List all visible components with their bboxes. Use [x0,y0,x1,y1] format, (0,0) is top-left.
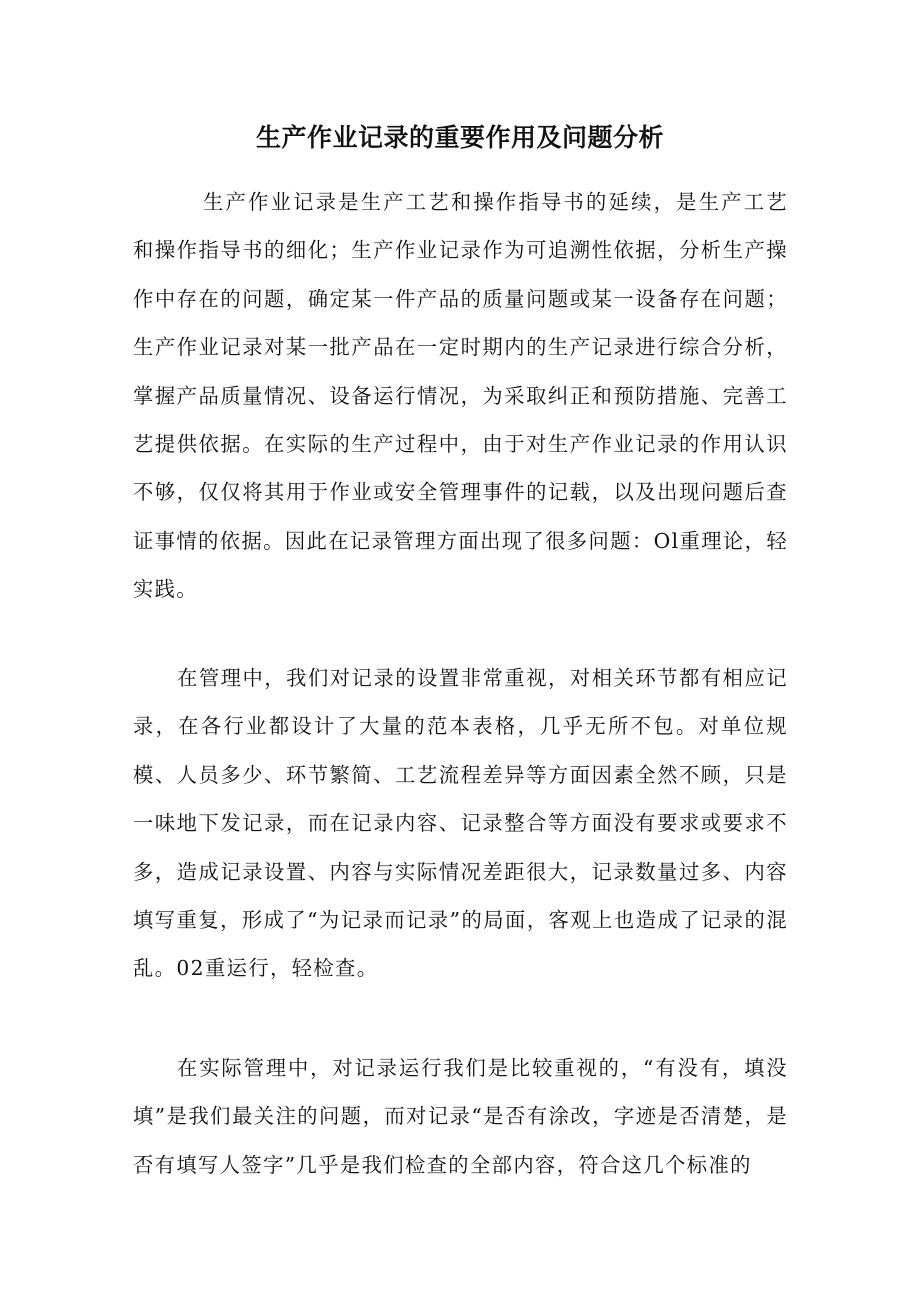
paragraph-intro: 生产作业记录是生产工艺和操作指导书的延续，是生产工艺和操作指导书的细化；生产作业记录作为可追溯性依据，分析生产操作中存在的问题，确定某一件产品的质量问题或某一设备存在问题；生产作业记录对某一批产品在一定时期内的生产记录进行综合分析，掌握产品质量情况、设备运行情况，为采取纠正和预防措施、完善工艺提供依据。在实际的生产过程中，由于对生产作业记录的作用认识不够，仅仅将其用于作业或安全管理事件的记载，以及出现问题后查证事情的依据。因此在记录管理方面出现了很多问题：Ol重理论，轻实践。 [133,190,788,602]
paragraph-theory-vs-practice: 在管理中，我们对记录的设置非常重视，对相关环节都有相应记录，在各行业都设计了大量的范本表格，几乎无所不包。对单位规模、人员多少、环节繁简、工艺流程差异等方面因素全然不顾，只是一味地下发记录，而在记录内容、记录整合等方面没有要求或要求不多，造成记录设置、内容与实际情况差距很大，记录数量过多、内容填写重复，形成了“为记录而记录”的局面，客观上也造成了记录的混乱。02重运行，轻检查。 [133,666,788,981]
paragraph-operation-vs-inspection: 在实际管理中，对记录运行我们是比较重视的，“有没有，填没填”是我们最关注的问题，而对记录“是否有涂改，字迹是否清楚，是否有填写人签字”几乎是我们检查的全部内容，符合这几个标准的 [133,1056,788,1177]
page-title: 生产作业记录的重要作用及问题分析 [255,123,664,152]
